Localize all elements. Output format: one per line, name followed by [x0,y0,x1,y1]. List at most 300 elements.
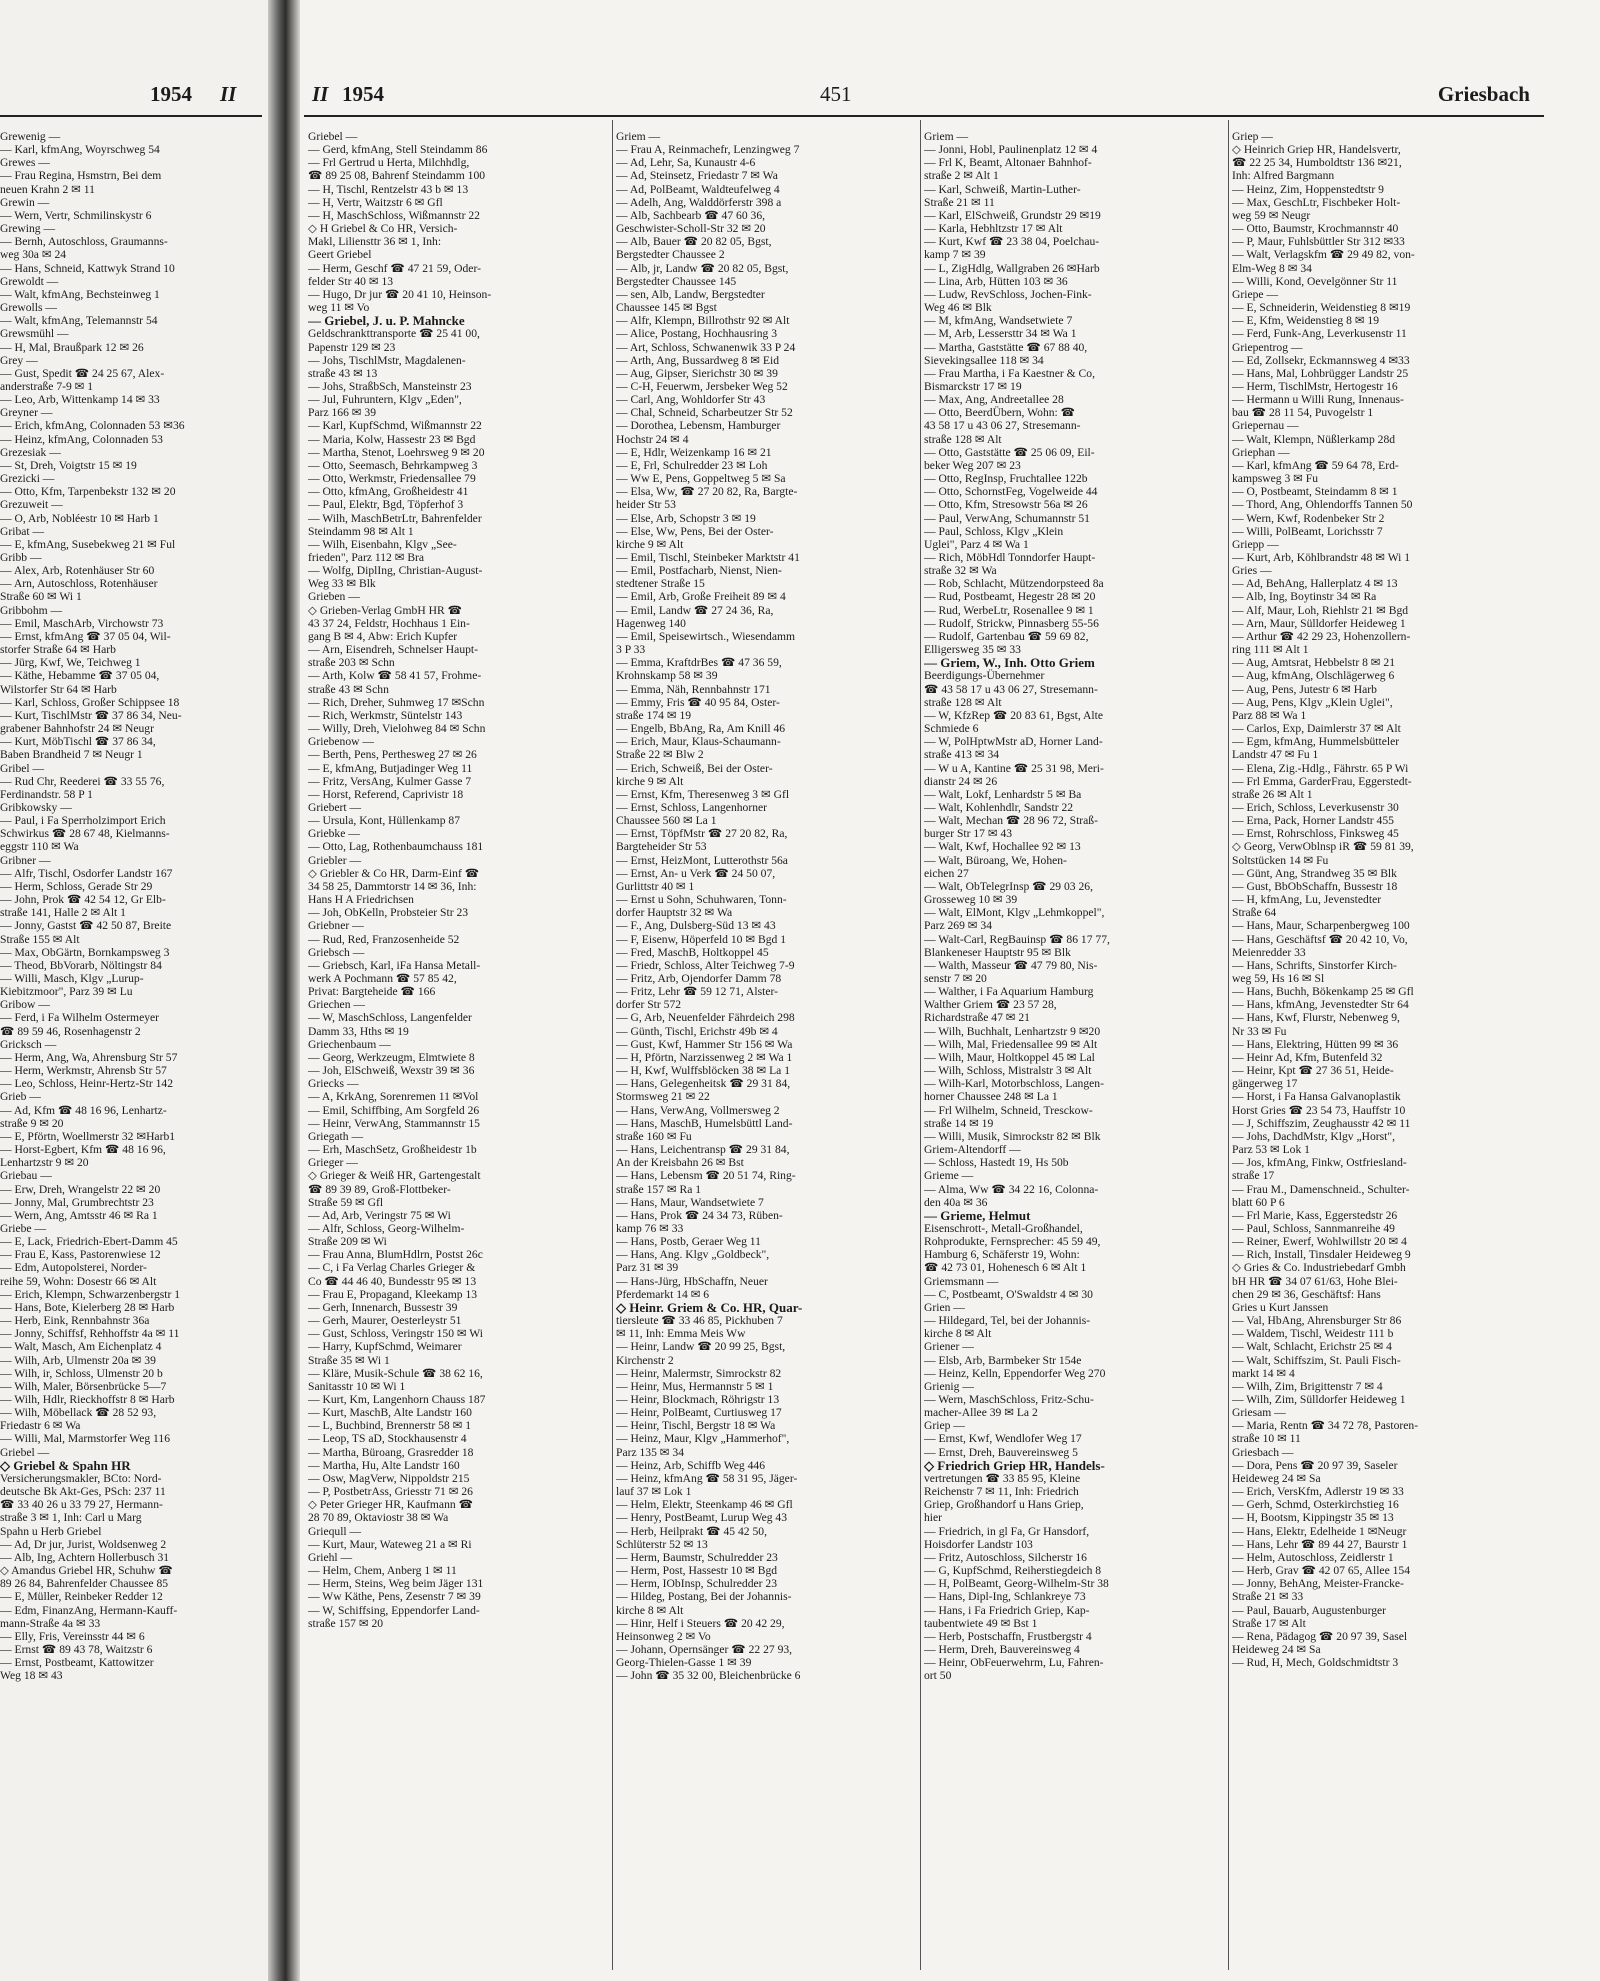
directory-line: ☎ 42 73 01, Hohenesch 6 ✉ Alt 1 [924,1261,1087,1275]
directory-line: blatt 60 P 6 [1232,1195,1285,1209]
directory-line: — Elly, Fris, Vereinsstr 44 ✉ 6 [0,1629,145,1643]
directory-line: — Erich, Schweiß, Bei der Oster- [616,761,773,775]
directory-line: grabener Bahnhofstr 24 ✉ Neugr [0,722,154,736]
directory-line: — Jonny, Gastst ☎ 42 50 87, Breite [0,919,172,933]
directory-line: — Helm, Chem, Anberg 1 ✉ 11 [308,1564,457,1578]
directory-line: — C, Postbeamt, O'Swaldstr 4 ✉ 30 [924,1287,1093,1301]
directory-line: — Wilh, Eisenbahn, Klgv „See- [308,537,457,551]
directory-line: Elm-Weg 8 ✉ 34 [1232,261,1312,275]
directory-line: — Wilh, Zim, Sülldorfer Heideweg 1 [1232,1393,1406,1406]
directory-line: Hagenweg 140 [616,616,686,630]
directory-line: — Rich, Werkmstr, Süntelstr 143 [308,708,463,722]
directory-line: — Alma, Ww ☎ 34 22 16, Colonna- [924,1182,1099,1196]
directory-line: — Hans, Elektr, Edelheide 1 ✉Neugr [1232,1524,1407,1538]
directory-line: — Leop, TS aD, Stockhausenstr 4 [308,1432,467,1446]
directory-line: Griesbach — [1232,1445,1294,1459]
directory-line: storfer Straße 64 ✉ Harb [0,643,116,657]
directory-line: mann-Straße 4a ✉ 33 [0,1616,101,1630]
directory-line: — Fritz, Lehr ☎ 59 12 71, Alster- [616,985,779,999]
directory-line: — Otto, kfmAng, Großheidestr 41 [308,485,469,499]
directory-line: — Herb, Heilprakt ☎ 45 42 50, [616,1524,767,1538]
directory-line: — Wilh, Schloss, Mistralstr 3 ✉ Alt [924,1064,1092,1078]
directory-line: Pferdemarkt 14 ✉ 6 [616,1287,710,1301]
left-page-year: 1954 [150,82,192,106]
directory-line: — Hans, Postb, Geraer Weg 11 [616,1235,761,1249]
directory-line: Gricksch — [0,1037,57,1051]
directory-line: — Otto, Seemasch, Behrkampweg 3 [308,458,478,472]
directory-line: — E, Kfm, Weidenstieg 8 ✉ 19 [1232,314,1380,328]
directory-line: — Willi, Musik, Simrockstr 82 ✉ Blk [924,1129,1101,1143]
directory-line: — Ernst ☎ 89 43 78, Waitzstr 6 [0,1642,153,1656]
directory-line: — L, Buchbind, Brennerstr 58 ✉ 1 [308,1419,471,1433]
directory-line: — Martha, Gaststätte ☎ 67 88 40, [924,340,1088,354]
directory-line: Straße 21 ✉ 33 [1232,1590,1304,1604]
directory-line: kampsweg 3 ✉ Fu [1232,472,1319,486]
directory-line: kamp 7 ✉ 39 [924,248,986,262]
directory-line: Gries u Kurt Janssen [1232,1300,1329,1314]
directory-line: — Ad, Dr jur, Jurist, Woldsenweg 2 [0,1537,167,1551]
directory-line: — Kurt, Arb, Köhlbrandstr 48 ✉ Wi 1 [1232,551,1411,564]
directory-line: — Erich, Klempn, Schwarzenbergstr 1 [0,1287,181,1301]
directory-line: — Hans, Elektring, Hütten 99 ✉ 36 [1232,1037,1399,1051]
directory-line: Griechen — [308,998,365,1012]
directory-line: — A, KrkAng, Sorenremen 11 ✉Vol [308,1090,479,1104]
directory-line: — Aug, Pens, Klgv „Klein Uglei", [1232,695,1393,709]
directory-line: — W, MaschSchloss, Langenfelder [308,1011,472,1025]
directory-line: — Rena, Pädagog ☎ 20 97 39, Sasel [1232,1629,1408,1643]
directory-line: — Walt, Schlacht, Erichstr 25 ✉ 4 [1232,1340,1392,1354]
directory-line: — Wilh, Buchhalt, Lenhartzstr 9 ✉20 [924,1024,1101,1038]
directory-line: ◇ Grieben-Verlag GmbH HR ☎ [308,603,463,617]
directory-line: Griep — [924,1419,965,1433]
right-page-year: 1954 [342,82,384,106]
directory-line: — Hans, Maur, Wandsetwiete 7 [616,1195,764,1209]
directory-line: — Otto, SchornstFeg, Vogelweide 44 [924,485,1098,499]
directory-line: Wilstorfer Str 64 ✉ Harb [0,682,117,696]
directory-line: 3 P 33 [616,643,646,657]
directory-line: Straße 59 ✉ Gfl [308,1195,384,1209]
directory-line: straße 17 [1232,1169,1275,1183]
directory-line: — Walt, Kohlenhdlr, Sandstr 22 [924,800,1074,814]
directory-line: Griebel — [0,1445,50,1459]
directory-line: — Henry, PostBeamt, Lurup Weg 43 [616,1511,788,1525]
directory-line: — P, Maur, Fuhlsbüttler Str 312 ✉33 [1232,235,1405,249]
directory-line: — Ferd, i Fa Wilhelm Ostermeyer [0,1011,160,1025]
directory-line: 28 70 89, Oktaviostr 38 ✉ Wa [308,1511,449,1525]
directory-line: — H, PolBeamt, Georg-Wilhelm-Str 38 [924,1577,1109,1591]
directory-line: — Grieme, Helmut [924,1208,1031,1222]
directory-line: Parz 31 ✉ 39 [616,1261,679,1275]
directory-line: — Chal, Schneid, Scharbeutzer Str 52 [616,406,793,420]
directory-line: — Waldem, Tischl, Weidestr 111 b [1232,1327,1394,1341]
directory-line: — Wilh, ir, Schloss, Ulmenstr 20 b [0,1366,163,1380]
directory-line: — Karl, kfmAng, Woyrschweg 54 [0,143,160,157]
directory-line: — Elena, Zig.-Hdlg., Fährstr. 65 P Wi [1232,761,1409,775]
directory-line: — Art, Schloss, Schwanenwik 33 P 24 [616,340,796,354]
directory-line: ◇ Griebler & Co HR, Darm-Einf ☎ [308,866,480,880]
directory-line: — Alfr, Tischl, Osdorfer Landstr 167 [0,866,173,880]
directory-line: — Horst, Referend, Caprivistr 18 [308,787,464,801]
directory-line: — Paul, Elektr, Bgd, Töpferhof 3 [308,498,464,512]
directory-line: Makl, Liliensttr 36 ✉ 1, Inh: [308,235,442,249]
directory-line: — Edm, FinanzAng, Hermann-Kauff- [0,1603,178,1617]
directory-line: — Hans, VerwAng, Vollmersweg 2 [616,1103,780,1117]
directory-line: — Rud, H, Mech, Goldschmidtstr 3 [1232,1656,1399,1670]
directory-line: — H, Kwf, Wulffsblöcken 38 ✉ La 1 [616,1064,791,1078]
directory-line: Straße 64 [1232,906,1277,920]
directory-line: — Adelh, Ang, Walddörferstr 398 a [616,195,782,209]
directory-line: Schmiede 6 [924,722,979,736]
directory-line: Grey — [0,353,38,367]
directory-line: — Engelb, BbAng, Ra, Am Knill 46 [616,722,786,736]
directory-line: — Georg, Werkzeugm, Elmtwiete 8 [308,1050,475,1064]
directory-line: straße 128 ✉ Alt [924,695,1002,709]
directory-line: — Walt, ObTelegrInsp ☎ 29 03 26, [924,879,1093,893]
right-column-2 [616,130,916,1682]
directory-line: — Willi, Masch, Klgv „Lurup- [0,972,144,985]
directory-line: Griebler — [308,853,362,867]
directory-line: Griemsmann — [924,1274,999,1288]
directory-line: Griehl — [308,1550,353,1564]
directory-line: — Walt, Lokf, Lenhardstr 5 ✉ Ba [924,787,1082,801]
directory-line: — Günt, Ang, Strandweg 35 ✉ Blk [1232,866,1397,880]
book-spine [268,0,300,1981]
directory-line: — H, Vertr, Waitzstr 6 ✉ Gfl [308,195,443,209]
directory-line: — Aug, kfmAng, Olschlägerweg 6 [1232,669,1395,683]
directory-line: — Walt, Schiffszim, St. Pauli Fisch- [1232,1353,1401,1367]
directory-line: — Ernst, HeizMont, Lutterothstr 56a [616,853,788,867]
directory-line: — Frl Wilhelm, Schneid, Tresckow- [924,1103,1093,1117]
directory-line: — Walt, Kwf, Hochallee 92 ✉ 13 [924,840,1081,854]
directory-line: — Frau E, Kass, Pastorenwiese 12 [0,1248,161,1262]
directory-line: — Herm, Steins, Weg beim Jäger 131 [308,1577,484,1591]
directory-line: — Herm, Dreh, Bauvereinsweg 4 [924,1642,1080,1656]
directory-line: — Karl, KupfSchmd, Wißmannstr 22 [308,419,482,433]
directory-line: — Maria, Kolw, Hassestr 23 ✉ Bgd [308,432,476,446]
directory-line: — Herb, Eink, Rennbahnstr 36a [0,1314,150,1328]
directory-line: Griepernau — [1232,419,1299,433]
directory-line: kirche 9 ✉ Alt [616,537,684,551]
directory-line: — St, Dreh, Voigtstr 15 ✉ 19 [0,458,137,472]
directory-line: — Otto, Kfm, Stresowstr 56a ✉ 26 [924,498,1088,512]
directory-line: — Alfr, Schloss, Georg-Wilhelm- [308,1221,465,1235]
directory-line: — Wilh, Mal, Friedensallee 99 ✉ Alt [924,1037,1098,1051]
directory-line: — F, Eisenw, Höperfeld 10 ✉ Bgd 1 [616,932,787,946]
directory-line: — Walt, Büroang, We, Hohen- [924,853,1067,867]
directory-line: — John, Prok ☎ 42 54 12, Gr Elb- [0,893,166,907]
directory-line: — E, kfmAng, Susebekweg 21 ✉ Ful [0,537,176,551]
directory-line: lauf 37 ✉ Lok 1 [616,1485,692,1499]
directory-line: — Hans, Kwf, Flurstr, Nebenweg 9, [1232,1011,1400,1025]
directory-line: straße 43 ✉ 13 [308,366,378,380]
directory-line: Grieb — [0,1090,41,1104]
directory-line: — Berth, Pens, Perthesweg 27 ✉ 26 [308,748,477,762]
directory-line: ☎ 22 25 34, Humboldtstr 136 ✉21, [1232,156,1402,170]
directory-line: — Gerh, Maurer, Oesterleystr 51 [308,1314,462,1328]
directory-line: — Carlos, Exp, Daimlerstr 37 ✉ Alt [1232,722,1401,736]
directory-line: — Willi, Kond, Oevelgönner Str 11 [1232,274,1398,288]
directory-line: — Kläre, Musik-Schule ☎ 38 62 16, [308,1366,483,1380]
directory-line: Richardstraße 47 ✉ 21 [924,1011,1030,1025]
directory-line: straße 10 ✉ 11 [1232,1432,1301,1446]
directory-line: Meienredder 33 [1232,945,1306,959]
directory-line: — Ad, Steinsetz, Friedastr 7 ✉ Wa [616,169,778,183]
directory-line: — Ernst, Postbeamt, Kattowitzer [0,1656,154,1670]
directory-line: — O, Arb, Nobléestr 10 ✉ Harb 1 [0,511,159,525]
directory-line: — Ludw, RevSchloss, Jochen-Fink- [924,287,1092,301]
directory-line: senstr 7 ✉ 20 [924,972,987,985]
directory-line: — C-H, Feuerwm, Jersbeker Weg 52 [616,379,788,393]
directory-line: — Ernst, Dreh, Bauvereinsweg 5 [924,1445,1078,1459]
directory-line: — Günth, Tischl, Erichstr 49b ✉ 4 [616,1024,778,1038]
directory-line: — Willi, Mal, Marmstorfer Weg 116 [0,1432,171,1446]
directory-line: Gries — [1232,564,1272,578]
directory-line: — Walt-Carl, RegBauinsp ☎ 86 17 77, [924,932,1110,946]
directory-line: — Wern, Kwf, Rodenbeker Str 2 [1232,511,1385,525]
directory-line: weg 59, Hs 16 ✉ Sl [1232,972,1325,985]
directory-line: — E, Frl, Schulredder 23 ✉ Loh [616,458,768,472]
directory-line: Hans H A Friedrichsen [308,893,414,907]
directory-line: Grezesiak — [0,445,61,459]
directory-line: — Rud, Postbeamt, Hegestr 28 ✉ 20 [924,590,1096,604]
directory-line: — Erich, Schloss, Leverkusenstr 30 [1232,800,1399,814]
directory-line: Straße 17 ✉ Alt [1232,1616,1306,1630]
directory-line: markt 14 ✉ 4 [1232,1366,1295,1380]
directory-line: Rohprodukte, Fernsprecher: 45 59 49, [924,1235,1101,1249]
directory-line: gängerweg 17 [1232,1077,1298,1091]
directory-line: Grewsmühl — [0,327,69,341]
directory-line: Steindamm 98 ✉ Alt 1 [308,524,414,538]
directory-line: neuen Krahn 2 ✉ 11 [0,182,95,196]
column-divider [1228,120,1229,1970]
directory-line: Heideweg 24 ✉ Sa [1232,1642,1321,1656]
directory-line: — Emil, Schiffbing, Am Sorgfeld 26 [308,1103,480,1117]
directory-line: — Leo, Arb, Wittenkamp 14 ✉ 33 [0,393,160,407]
directory-line: — Paul, Schloss, Sannmanreihe 49 [1232,1221,1395,1235]
directory-line: Geert Griebel [308,248,372,262]
directory-line: 89 26 84, Bahrenfelder Chaussee 85 [0,1577,169,1591]
directory-line: — Rob, Schlacht, Mützendorpsteed 8a [924,577,1104,591]
directory-line: — Edm, Autopolsterei, Norder- [0,1261,147,1275]
directory-line: vertretungen ☎ 33 85 95, Kleine [924,1471,1081,1485]
directory-line: straße 174 ✉ 19 [616,708,692,722]
directory-line: Bismarckstr 17 ✉ 19 [924,379,1022,393]
directory-line: — E, kfmAng, Butjadinger Weg 11 [308,761,473,775]
right-column-1 [308,130,608,1630]
directory-line: — Wilh-Karl, Motorbschloss, Langen- [924,1077,1104,1091]
directory-line: — Otto, Gaststätte ☎ 25 06 09, Eil- [924,445,1095,459]
directory-line: — Joh, ObKelln, Probsteier Str 23 [308,906,469,920]
directory-line: — Heinz, Arb, Schiffb Weg 446 [616,1458,766,1472]
directory-line: Kirchenstr 2 [616,1353,674,1367]
directory-line: — E, Lack, Friedrich-Ebert-Damm 45 [0,1235,178,1249]
directory-line: Griep — [1232,130,1273,143]
directory-line: 43 37 24, Feldstr, Hochhaus 1 Ein- [308,616,470,630]
directory-line: Co ☎ 44 46 40, Bundesstr 95 ✉ 13 [308,1274,477,1288]
left-column-1 [0,130,262,1682]
directory-line: — Griebel, J. u. P. Mahncke [308,314,465,328]
directory-line: — Griebsch, Karl, iFa Hansa Metall- [308,958,481,972]
directory-line: — Wilh, Maur, Holtkoppel 45 ✉ Lal [924,1050,1095,1064]
directory-line: Chaussee 145 ✉ Bgst [616,301,717,315]
directory-line: — Heinz, Maur, Klgv „Hammerhof", [616,1432,790,1446]
directory-line: — Karl, Schloss, Großer Schippsee 18 [0,695,180,709]
directory-line: — Hans, Schneid, Kattwyk Strand 10 [0,261,175,275]
directory-line: Reichenstr 7 ✉ 11, Inh: Friedrich [924,1485,1079,1499]
directory-line: — Max, GeschLtr, Fischbeker Holt- [1232,195,1401,209]
directory-line: chen 29 ✉ 36, Geschäftsf: Hans [1232,1287,1381,1301]
directory-line: Griepe — [1232,287,1279,301]
directory-line: ◇ Heinrich Griep HR, Handelsvertr, [1232,143,1401,157]
directory-line: — Hildegard, Tel, bei der Johannis- [924,1314,1091,1328]
directory-line: Inh: Alfred Bargmann [1232,169,1335,183]
directory-line: — Martha, Hu, Alte Landstr 160 [308,1458,460,1472]
directory-line: Damm 33, Hths ✉ 19 [308,1024,409,1038]
directory-line: — Rudolf, Gartenbau ☎ 59 69 82, [924,629,1089,643]
directory-line: Grewenig — [0,130,61,143]
directory-line: — Max, ObGärtn, Bornkampsweg 3 [0,945,170,959]
directory-line: — Lina, Arb, Hütten 103 ✉ 36 [924,274,1068,288]
directory-line: gang B ✉ 4, Abw: Erich Kupfer [308,629,458,643]
directory-line: — Walt, kfmAng, Bechsteinweg 1 [0,287,160,301]
directory-line: — G, Arb, Neuenfelder Fährdeich 298 [616,1011,795,1025]
directory-line: — Willy, Dreh, Vielohweg 84 ✉ Schn [308,722,486,736]
directory-line: — Wilh, Hdlr, Rieckhoffstr 8 ✉ Harb [0,1393,175,1406]
directory-line: — Wilh, MaschBetrLtr, Bahrenfelder [308,511,482,525]
directory-line: ☎ 89 39 89, Groß-Flottbeker- [308,1182,451,1196]
directory-line: ort 50 [924,1669,952,1683]
directory-line: — Heinz, kfmAng, Colonnaden 53 [0,432,163,446]
directory-line: — Gerd, kfmAng, Stell Steindamm 86 [308,143,488,157]
directory-line: — Val, HbAng, Ahrensburger Str 86 [1232,1314,1402,1328]
directory-line: Parz 53 ✉ Lok 1 [1232,1143,1310,1157]
directory-line: beker Weg 207 ✉ 23 [924,458,1021,472]
directory-line: frieden", Parz 112 ✉ Bra [308,551,425,564]
directory-line: — Walther, i Fa Aquarium Hamburg [924,985,1094,999]
directory-line: Griephan — [1232,445,1290,459]
directory-line: Grewing — [0,222,56,236]
directory-line: — Martha, Stenot, Loehrsweg 9 ✉ 20 [308,445,485,459]
directory-line: Grezuweit — [0,498,63,512]
directory-line: — Frau A, Reinmachefr, Lenzingweg 7 [616,143,800,157]
directory-line: Straße 21 ✉ 11 [924,195,995,209]
directory-line: dorfer Str 572 [616,998,682,1012]
directory-line: — Max, Ang, Andreetallee 28 [924,393,1064,407]
directory-line: Griesam — [1232,1406,1286,1420]
directory-line: straße 141, Halle 2 ✉ Alt 1 [0,906,126,920]
directory-line: — Alb, Ing, Boytinstr 34 ✉ Ra [1232,590,1377,604]
directory-line: — H, Bootsm, Kippingstr 35 ✉ 13 [1232,1511,1394,1525]
directory-line: — Heinr, Kpt ☎ 27 36 51, Heide- [1232,1064,1394,1078]
directory-line: — Ad, BehAng, Hallerplatz 4 ✉ 13 [1232,577,1398,591]
directory-line: Griebau — [0,1169,52,1183]
directory-line: Chaussee 560 ✉ La 1 [616,814,717,828]
directory-line: Gribb — [0,551,42,564]
directory-line: hier [924,1511,943,1525]
directory-line: — Heinr, ObFeuerwehrm, Lu, Fahren- [924,1656,1104,1670]
directory-line: stedtener Straße 15 [616,577,705,591]
directory-line: — Walt, Klempn, Nüßlerkamp 28d [1232,432,1396,446]
directory-line: Griequll — [308,1524,362,1538]
directory-line: — Arth, Ang, Bussardweg 8 ✉ Eid [616,353,780,367]
directory-line: — Joh, ElSchweiß, Wexstr 39 ✉ 36 [308,1064,475,1078]
directory-line: Georg-Thielen-Gasse 1 ✉ 39 [616,1656,752,1670]
directory-line: den 40a ✉ 36 [924,1195,988,1209]
directory-line: Straße 60 ✉ Wi 1 [0,590,82,604]
directory-line: Uglei", Parz 4 ✉ Wa 1 [924,537,1029,551]
directory-line: — Erna, Pack, Horner Landstr 455 [1232,814,1394,828]
directory-line: — Ernst, Kfm, Theresenweg 3 ✉ Gfl [616,787,790,801]
directory-line: — Ww Käthe, Pens, Zesenstr 7 ✉ 39 [308,1590,481,1604]
directory-line: Grosseweg 10 ✉ 39 [924,893,1018,907]
directory-line: ◇ H Griebel & Co HR, Versich- [308,222,458,236]
directory-line: Weg 18 ✉ 43 [0,1669,63,1683]
directory-line: Griep, Großhandorf u Hans Griep, [924,1498,1084,1512]
directory-line: kirche 8 ✉ Alt [924,1327,992,1341]
directory-line: Geschwister-Scholl-Str 32 ✉ 20 [616,222,766,236]
directory-line: Grewin — [0,195,50,209]
directory-line: Versicherungsmakler, BCto: Nord- [0,1471,162,1485]
directory-line: — E, Hdlr, Weizenkamp 16 ✉ 21 [616,445,772,459]
directory-line: — Heinr, Blockmach, Röhrigstr 13 [616,1393,780,1406]
directory-line: Elligersweg 35 ✉ 33 [924,643,1021,657]
directory-line: — Arn, Maur, Sülldorfer Heideweg 1 [1232,616,1406,630]
directory-line: Spahn u Herb Griebel [0,1524,102,1538]
directory-line: — P, PostbetrAss, Griesstr 71 ✉ 26 [308,1485,473,1499]
directory-line: Hamburg 6, Schäferstr 19, Wohn: [924,1248,1080,1262]
directory-line: — Jonny, Mal, Grumbrechtstr 23 [0,1195,154,1209]
directory-line: — Hans, MaschB, Humelsbüttl Land- [616,1116,793,1130]
directory-line: bau ☎ 28 11 54, Puvogelstr 1 [1232,406,1374,420]
directory-line: burger Str 17 ✉ 43 [924,827,1013,841]
directory-line: Schlüterstr 52 ✉ 13 [616,1537,708,1551]
directory-line: Straße 209 ✉ Wi [308,1235,387,1249]
left-header-rule [0,115,262,117]
directory-line: weg 59 ✉ Neugr [1232,208,1311,222]
directory-line: Grewoldt — [0,274,59,288]
directory-line: — Arn, Eisendreh, Schnelser Haupt- [308,643,478,657]
directory-line: — Arn, Autoschloss, Rotenhäuser [0,577,158,591]
directory-line: Greyner — [0,406,53,420]
directory-line: Grieger — [308,1156,358,1170]
directory-line: Gribkowsky — [0,800,72,814]
directory-line: — Gerh, Innenarch, Bussestr 39 [308,1300,458,1314]
directory-line: — Johs, DachdMstr, Klgv „Horst", [1232,1129,1396,1143]
directory-line: — Alex, Arb, Rotenhäuser Str 60 [0,564,155,578]
directory-line: Gribel — [0,761,45,775]
directory-line: — Walt, kfmAng, Telemannstr 54 [0,314,158,328]
directory-line: — Kurt, TischlMstr ☎ 37 86 34, Neu- [0,708,182,722]
directory-line: — sen, Alb, Landw, Bergstedter [616,287,765,301]
directory-line: — Wilh, Möbellack ☎ 28 52 93, [0,1406,157,1420]
directory-line: — Emil, Tischl, Steinbeker Marktstr 41 [616,551,800,564]
directory-line: — Helm, Elektr, Steenkamp 46 ✉ Gfl [616,1498,793,1512]
directory-line: — Herb, Postschaffn, Frustbergstr 4 [924,1629,1092,1643]
directory-line: — Gust, Spedit ☎ 24 25 67, Alex- [0,366,165,380]
directory-line: bH HR ☎ 34 07 61/63, Hohe Blei- [1232,1274,1398,1288]
directory-line: — Gust, BbObSchaffn, Bussestr 18 [1232,879,1398,893]
directory-line: — Willi, PolBeamt, Lorichsstr 7 [1232,524,1383,538]
directory-line: — Emil, Postfacharb, Nienst, Nien- [616,564,782,578]
directory-line: — Hildeg, Postang, Bei der Johannis- [616,1590,792,1604]
directory-line: — Wilh, Arb, Ulmenstr 20a ✉ 39 [0,1353,156,1367]
directory-line: Heinsonweg 2 ✉ Vo [616,1629,711,1643]
column-divider [612,120,613,1970]
directory-line: — Gust, Schloss, Veringstr 150 ✉ Wi [308,1327,484,1341]
directory-line: kirche 8 ✉ Alt [616,1603,684,1617]
directory-line: taubentwiete 49 ✉ Bst 1 [924,1616,1038,1630]
directory-line: Hochstr 24 ✉ 4 [616,432,689,446]
